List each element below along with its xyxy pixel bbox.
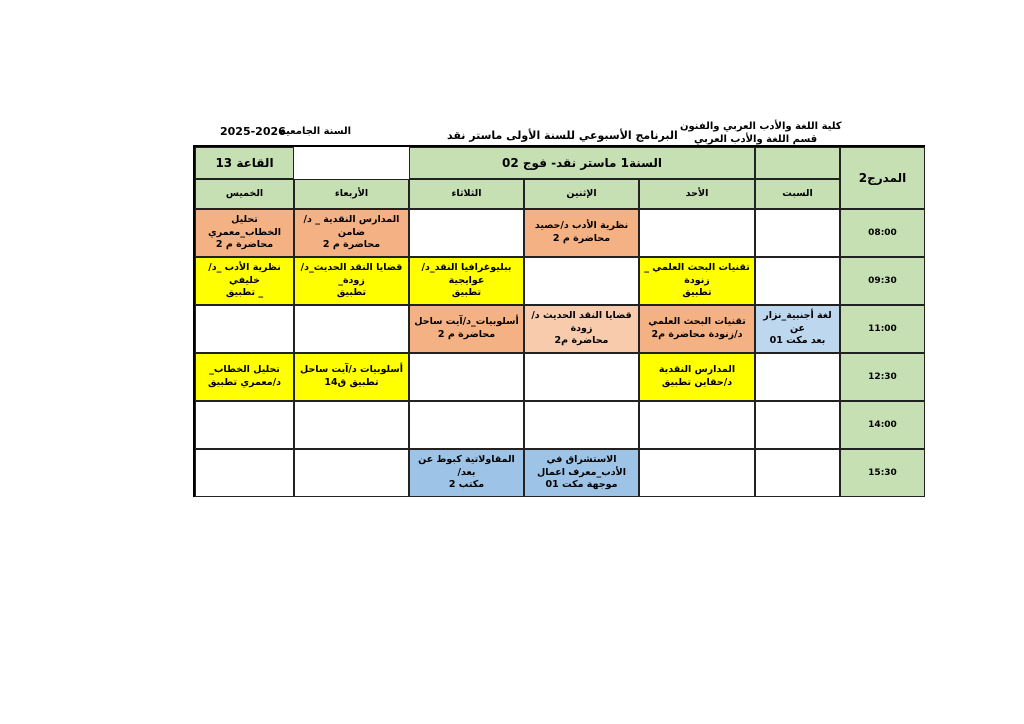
time-slot: 12:30 (840, 353, 925, 401)
empty-cell (639, 401, 755, 449)
program-title: البرنامج الأسبوعي للسنة الأولى ماستر نقد (447, 129, 678, 142)
day-header: الإثنين (524, 179, 639, 209)
day-header: الثلاثاء (409, 179, 524, 209)
time-slot: 11:00 (840, 305, 925, 353)
schedule-table (193, 145, 925, 497)
group-title: السنة1 ماستر نقد- فوج 02 (409, 147, 755, 179)
day-header: السبت (755, 179, 840, 209)
course-cell: تقنيات البحث العلمي د/زنودة محاضرة م2 (639, 305, 755, 353)
time-slot: 08:00 (840, 209, 925, 257)
course-cell: المقاولاتية كبوط عن بعد/ مكتب 2 (409, 449, 524, 497)
empty-cell (409, 353, 524, 401)
course-cell: الاستشراق في الأدب_معرف اعمال موجهة مكت 01 (524, 449, 639, 497)
empty-cell (294, 449, 409, 497)
course-cell: أسلوبيات_د/آيت ساحل محاضرة م 2 (409, 305, 524, 353)
faculty-name: كلية اللغة والأدب العربي والفنون (680, 121, 842, 132)
room-label: القاعة 13 (195, 147, 294, 179)
empty-cell (755, 257, 840, 305)
empty-cell (755, 401, 840, 449)
course-cell: ببليوغرافيا النقد_د/عوايجية تطبيق (409, 257, 524, 305)
course-cell: نظرية الأدب د/حصيد محاضرة م 2 (524, 209, 639, 257)
empty-cell (755, 209, 840, 257)
course-cell: قضايا النقد الحديث_د/زودة_ تطبيق (294, 257, 409, 305)
empty-cell (294, 401, 409, 449)
empty-cell (639, 209, 755, 257)
empty-cell (195, 305, 294, 353)
time-slot: 09:30 (840, 257, 925, 305)
course-cell: لغة أجنبية_نزار عن بعد مكت 01 (755, 305, 840, 353)
empty-cell (409, 401, 524, 449)
blank-header-cell (755, 147, 840, 179)
empty-cell (195, 449, 294, 497)
academic-year-label: السنة الجامعية (280, 126, 352, 137)
course-cell: أسلوبيات د/آيت ساحل تطبيق ق14 (294, 353, 409, 401)
empty-cell (755, 449, 840, 497)
course-cell: المدارس النقدية _ د/ضامن محاضرة م 2 (294, 209, 409, 257)
empty-cell (195, 401, 294, 449)
course-cell: تقنيات البحث العلمي _ زنودة تطبيق (639, 257, 755, 305)
day-header: الخميس (195, 179, 294, 209)
course-cell: نظرية الأدب _د/ خليفي _ تطبيق (195, 257, 294, 305)
hall-label: المدرج2 (840, 147, 925, 209)
day-header: الأحد (639, 179, 755, 209)
empty-cell (524, 257, 639, 305)
time-slot: 15:30 (840, 449, 925, 497)
empty-cell (524, 401, 639, 449)
course-cell: المدارس النقدية د/حقاين تطبيق (639, 353, 755, 401)
empty-cell (755, 353, 840, 401)
empty-cell (639, 449, 755, 497)
time-slot: 14:00 (840, 401, 925, 449)
course-cell: قضايا النقد الحديث د/ زودة محاضرة م2 (524, 305, 639, 353)
day-header: الأربعاء (294, 179, 409, 209)
course-cell: تحليل الخطاب_معمري محاضرة م 2 (195, 209, 294, 257)
empty-cell (409, 209, 524, 257)
academic-year: 2025-2026 (220, 125, 286, 138)
department-name: قسم اللغة والأدب العربي (694, 134, 818, 145)
empty-cell (294, 305, 409, 353)
course-cell: تحليل الخطاب_ د/معمري تطبيق (195, 353, 294, 401)
empty-cell (524, 353, 639, 401)
